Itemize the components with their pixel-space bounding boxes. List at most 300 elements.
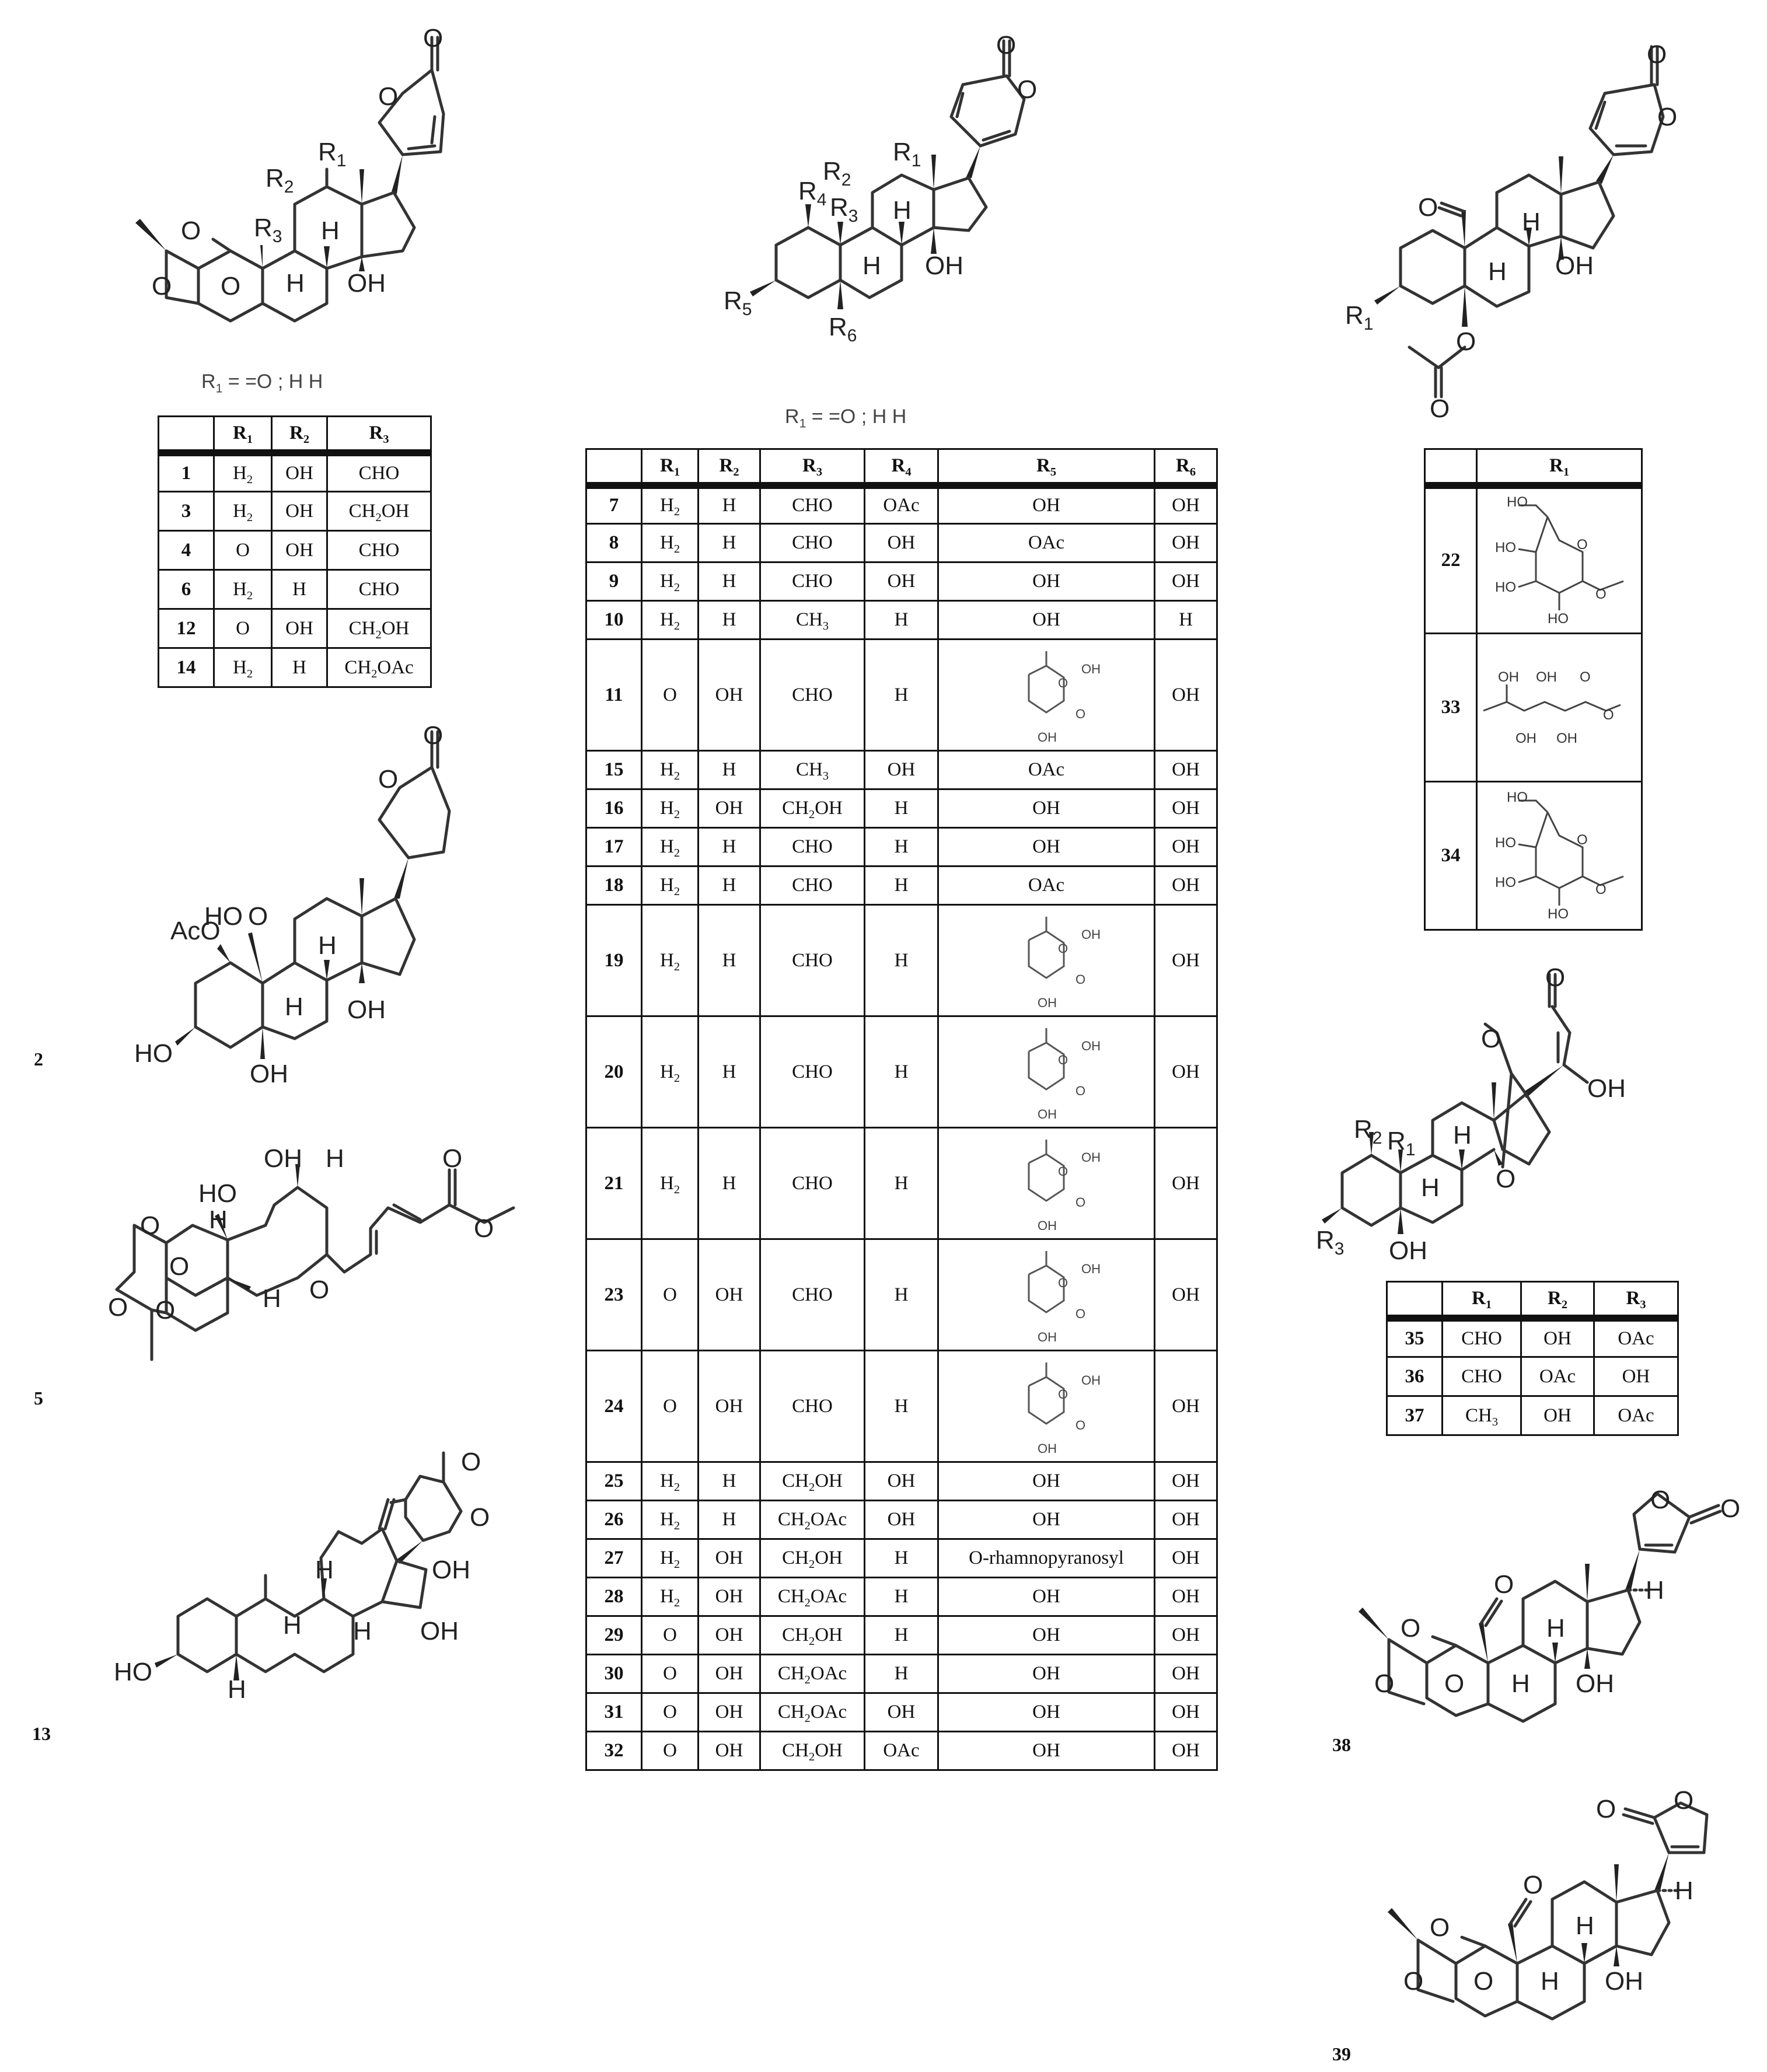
r3-cell: $CH_2OH$ [327,492,431,531]
r3-cell: $CH_2OH$ [760,1462,865,1501]
table-row [1425,782,1642,930]
atom-label: O [1481,1025,1501,1053]
r2-cell: H [699,562,760,601]
atom-label: O [1523,1871,1543,1899]
r3-label: $R_3$ [830,193,858,226]
r6-cell: OH [1155,524,1217,562]
r6-cell: OH [1155,1016,1217,1128]
col-header-r1: $R_1$ [1477,449,1642,485]
atom-label: H [263,1284,281,1313]
r3-cell: $CH_2OAc$ [760,1693,865,1732]
svg-text:O: O [1577,536,1588,553]
compound-id: 3 [159,492,214,531]
r2-cell: OH [699,1616,760,1655]
r5-structure-cell [938,640,1155,751]
atom-label: O [1674,1786,1694,1815]
r6-cell: OH [1155,1655,1217,1693]
col-header-r2: $R_2$ [1521,1282,1594,1318]
table-row [586,640,1217,751]
table-row [586,1732,1217,1770]
r3-cell: OAc [1594,1318,1678,1357]
r6-cell: OH [1155,1732,1217,1770]
table-row [586,524,1217,562]
svg-text:HO: HO [1495,539,1516,555]
r3-cell: $CH_3$ [760,601,865,640]
compound-id: 29 [586,1616,642,1655]
r5-cell: OH [938,789,1155,828]
svg-text:OH: OH [1556,730,1577,746]
r4-label: $R_4$ [798,177,827,209]
r1-cell: $H_2$ [642,1539,699,1578]
r2-cell: H [272,570,327,609]
r1-cell: $H_2$ [642,485,699,524]
r1-cell: $H_2$ [214,570,272,609]
r4-cell: H [865,789,938,828]
svg-text:O: O [1058,676,1068,690]
col-header-r1: $R_1$ [214,417,272,453]
svg-text:HO: HO [1507,494,1528,510]
r4-cell: OAc [865,485,938,524]
svg-text:HO: HO [1495,834,1516,851]
svg-text:HO: HO [1507,789,1528,805]
atom-label: OH [250,1060,288,1088]
svg-text:HO: HO [1548,906,1569,922]
r4-cell: H [865,1616,938,1655]
r2-cell: H [699,601,760,640]
r5-cell: OH [938,1578,1155,1616]
r6-cell: OH [1155,1616,1217,1655]
r1-cell: $H_2$ [642,1578,699,1616]
table-row [586,905,1217,1016]
r2-cell: H [699,1462,760,1501]
table-row [586,789,1217,828]
atom-label: H [1453,1121,1472,1149]
r5-cell: OH [938,828,1155,866]
compound-id: 21 [586,1128,642,1239]
table-row [586,1239,1217,1351]
r5-structure-cell [938,1351,1155,1462]
svg-text:OH: OH [1515,730,1536,746]
table-row [159,570,431,609]
r5-cell: OH [938,1693,1155,1732]
r1-cell: $H_2$ [642,562,699,601]
r6-cell: OH [1155,1578,1217,1616]
atom-label: H [893,196,912,225]
atom-label: H [321,216,340,245]
compound-id: 9 [586,562,642,601]
atom-label: O [152,272,172,301]
r1-cell: O [642,1616,699,1655]
atom-label: OH [1576,1669,1614,1698]
compound-id: 31 [586,1693,642,1732]
r6-cell: OH [1155,562,1217,601]
svg-text:O: O [1580,669,1591,685]
r1-structure-hexosyl [1477,782,1642,930]
scaffold-3-structure [1331,29,1739,426]
col-header [1387,1282,1443,1318]
r6-cell: OH [1155,1128,1217,1239]
r5-cell: O-rhamnopyranosyl [938,1539,1155,1578]
r2-cell: OH [699,1351,760,1462]
substituent-table-2 [585,448,1218,1771]
r1-cell: $H_2$ [642,828,699,866]
r1-cell: $H_2$ [642,1501,699,1539]
table-row [586,1128,1217,1239]
atom-label: OH [1587,1074,1626,1103]
r1-cell: O [642,1693,699,1732]
scaffold-1-structure [117,24,525,333]
table-row [586,1462,1217,1501]
r2-cell: OH [272,531,327,570]
r1-label: $R_1$ [893,138,921,170]
svg-text:O: O [1075,1418,1086,1432]
svg-text:O: O [1577,831,1588,848]
r5-cell: OH [938,562,1155,601]
atom-label: O [1430,1913,1450,1942]
r4-cell: H [865,1578,938,1616]
r3-label: $R_3$ [1316,1226,1345,1259]
r3-cell: $CH_2OH$ [760,1732,865,1770]
r2-label: $R_2$ [823,157,851,190]
r3-cell: $CH_3$ [760,751,865,789]
compound-2-structure [117,721,525,1088]
r2-cell: OH [699,1655,760,1693]
compound-id: 22 [1425,485,1477,634]
r5-structure-cell [938,1128,1155,1239]
compound-id: 12 [159,609,214,648]
atom-label: OH [432,1556,470,1584]
r4-cell: H [865,1655,938,1693]
svg-text:OH: OH [1081,927,1101,942]
atom-label: O [1647,40,1667,69]
atom-label: H [326,1144,344,1173]
r6-cell: OH [1155,828,1217,866]
svg-text:OH: OH [1038,1107,1057,1121]
r5-cell: OH [938,1732,1155,1770]
compound-label: 2 [34,1049,43,1070]
r4-cell: H [865,828,938,866]
r2-cell: H [699,866,760,905]
r1-cell: $H_2$ [642,1462,699,1501]
r1-cell: O [642,1351,699,1462]
atom-label: H [1675,1877,1693,1905]
r1-label: $R_1$ [318,138,347,170]
atom-label: O [221,272,241,301]
table-row [586,1655,1217,1693]
r3-cell: CHO [760,866,865,905]
col-header-r6: $R_6$ [1155,449,1217,485]
r3-cell: CHO [760,640,865,751]
r4-cell: H [865,1128,938,1239]
r2-cell: H [699,905,760,1016]
r5-structure-cell [938,1016,1155,1128]
r1-cell: $H_2$ [642,1128,699,1239]
compound-id: 28 [586,1578,642,1616]
r5-cell: OH [938,601,1155,640]
col-header-r3: $R_3$ [760,449,865,485]
atom-label: O [181,216,201,245]
r6-cell: OH [1155,1501,1217,1539]
table-row [1387,1318,1678,1357]
atom-label: O [1374,1669,1395,1698]
svg-text:OH: OH [1038,995,1057,1010]
atom-label: H [1546,1614,1565,1643]
compound-id: 10 [586,601,642,640]
atom-label: OH [1605,1967,1643,1996]
atom-label: H [353,1617,372,1645]
col-header-r1: $R_1$ [1443,1282,1521,1318]
atom-label: H [1646,1576,1664,1605]
table-row [159,492,431,531]
compound-id: 8 [586,524,642,562]
atom-label: HO [114,1658,152,1686]
atom-label: O [1403,1967,1424,1996]
svg-text:O: O [1058,1276,1068,1290]
table-row [1387,1396,1678,1435]
r3-cell: OH [1594,1357,1678,1396]
compound-id: 35 [1387,1318,1443,1357]
compound-id: 15 [586,751,642,789]
r3-cell: $CH_2OAc$ [760,1578,865,1616]
atom-label: O [108,1293,128,1322]
r5-cell: OH [938,485,1155,524]
r5-structure-cell [938,905,1155,1016]
compound-id: 16 [586,789,642,828]
table-row [586,562,1217,601]
atom-label: H [1488,257,1507,286]
r3-cell: CHO [327,570,431,609]
svg-text:O: O [1058,1164,1068,1179]
r3-cell: $CH_2OAc$ [760,1501,865,1539]
svg-text:O: O [1595,586,1607,602]
compound-label: 39 [1332,2043,1351,2064]
r3-cell: CHO [760,1016,865,1128]
compound-label: 5 [34,1388,43,1409]
table-row [586,1016,1217,1128]
r3-cell: CHO [327,531,431,570]
r2-cell: OH [699,1732,760,1770]
atom-label: OH [1555,251,1594,280]
table-row [159,531,431,570]
r3-cell: CHO [760,905,865,1016]
svg-text:OH: OH [1081,662,1101,676]
r3-cell: $CH_2OH$ [760,1616,865,1655]
r2-cell: OH [1521,1396,1594,1435]
atom-label: O [169,1252,190,1281]
r5-cell: OH [938,1462,1155,1501]
r3-cell: CHO [760,1351,865,1462]
r4-cell: OH [865,562,938,601]
svg-text:O: O [1058,1387,1068,1402]
svg-text:O: O [1075,707,1086,721]
svg-text:OH: OH [1038,1330,1057,1344]
atom-label: OH [347,995,386,1024]
r2-label: $R_2$ [266,164,294,197]
svg-text:OH: OH [1038,1218,1057,1233]
r1-cell: O [642,1732,699,1770]
atom-label: H [315,1556,334,1584]
atom-label: O [309,1276,330,1304]
atom-label: OH [264,1144,302,1173]
atom-label: OH [347,269,386,298]
svg-text:O: O [1058,941,1068,956]
r2-cell: H [699,1501,760,1539]
svg-text:O: O [1603,707,1614,723]
r5-cell: OAc [938,751,1155,789]
atom-label: H [318,931,337,960]
table-row [1387,1357,1678,1396]
r6-cell: OH [1155,789,1217,828]
scaffold-2-structure [700,29,1138,356]
atom-label: HO [198,1179,237,1208]
r2-cell: OH [1521,1318,1594,1357]
substituent-table-3 [1424,448,1643,931]
compound-id: 6 [159,570,214,609]
svg-text:OH: OH [1498,669,1519,685]
r2-cell: OH [272,453,327,492]
table-row [586,751,1217,789]
r1-cell: $H_2$ [642,1016,699,1128]
svg-text:OH: OH [1081,1150,1101,1165]
table-row [1425,634,1642,782]
compound-39-structure [1331,1786,1762,2036]
r2-cell: H [699,751,760,789]
r5-cell: OH [938,1655,1155,1693]
r2-cell: H [699,524,760,562]
r5-label: $R_5$ [724,286,752,319]
r2-cell: OH [699,1239,760,1351]
atom-label: O [1430,394,1450,423]
r3-cell: $CH_2OH$ [327,609,431,648]
r5-cell: OH [938,1616,1155,1655]
table-row [586,1616,1217,1655]
atom-label: O [248,902,268,931]
r6-cell: OH [1155,751,1217,789]
atom-label: H [283,1611,302,1640]
atom-label: H [285,993,303,1021]
svg-text:O: O [1075,1084,1086,1098]
atom-label: H [1421,1173,1440,1202]
table-row [586,1578,1217,1616]
r2-cell: OAc [1521,1357,1594,1396]
r5-cell: OAc [938,524,1155,562]
compound-id: 37 [1387,1396,1443,1435]
table-row [586,1693,1217,1732]
atom-label: HO [204,902,243,931]
r1-structure-acyl [1477,634,1642,782]
r1-cell: $H_2$ [642,751,699,789]
substituent-table-1 [158,415,432,688]
svg-text:OH: OH [1536,669,1557,685]
r3-cell: CHO [327,453,431,492]
atom-label: O [423,721,444,750]
r6-label: $R_6$ [829,313,857,345]
compound-id: 36 [1387,1357,1443,1396]
r3-label: $R_3$ [254,214,282,246]
compound-13-structure [88,1447,496,1704]
r1-cell: $H_2$ [642,524,699,562]
atom-label: H [286,269,305,298]
r4-cell: H [865,1016,938,1128]
r2-cell: OH [272,492,327,531]
r6-cell: OH [1155,640,1217,751]
table-row [1425,485,1642,634]
atom-label: O [1596,1795,1616,1823]
table-row [586,601,1217,640]
svg-text:OH: OH [1081,1039,1101,1053]
atom-label: H [1522,208,1541,236]
compound-id: 24 [586,1351,642,1462]
r2-label: $R_2$ [1354,1115,1382,1148]
r2-cell: OH [272,609,327,648]
atom-label: O [461,1448,481,1476]
atom-label: O [1444,1669,1465,1698]
col-header-r2: $R_2$ [272,417,327,453]
atom-label: H [1541,1967,1559,1996]
r4-cell: H [865,866,938,905]
atom-label: H [1576,1912,1594,1940]
compound-id: 27 [586,1539,642,1578]
compound-id: 11 [586,640,642,751]
r1-cell: $H_2$ [214,492,272,531]
svg-text:O: O [1595,881,1607,897]
compound-id: 34 [1425,782,1477,930]
atom-label: O [470,1503,490,1532]
r1-label: $R_1$ [1345,301,1374,334]
svg-text:HO: HO [1495,874,1516,890]
r3-cell: CHO [760,524,865,562]
atom-label: O [1456,327,1476,356]
svg-text:OH: OH [1038,1441,1057,1456]
r4-cell: H [865,1239,938,1351]
r3-cell: $CH_2OAc$ [327,648,431,687]
col-header [159,417,214,453]
r2-cell: OH [699,789,760,828]
compound-id: 18 [586,866,642,905]
r6-cell: OH [1155,866,1217,905]
compound-id: 25 [586,1462,642,1501]
r2-cell: H [699,1016,760,1128]
r4-cell: OH [865,524,938,562]
r2-cell: H [699,485,760,524]
scaffold-4-structure [1316,963,1739,1266]
col-header-r2: $R_2$ [699,449,760,485]
atom-label: AcO [170,917,221,945]
table-row [586,1539,1217,1578]
compound-5-structure [53,1109,519,1400]
atom-label: O [1496,1165,1516,1193]
r5-cell: OH [938,1501,1155,1539]
r4-cell: OH [865,1501,938,1539]
r4-cell: OH [865,1462,938,1501]
compound-38-structure [1331,1476,1762,1733]
compound-id: 30 [586,1655,642,1693]
r6-cell: OH [1155,905,1217,1016]
r1-cell: O [642,640,699,751]
compound-id: 7 [586,485,642,524]
r2-cell: OH [699,1693,760,1732]
r6-cell: OH [1155,485,1217,524]
atom-label: O [140,1211,160,1240]
svg-text:HO: HO [1548,610,1569,627]
r2-cell: OH [699,1539,760,1578]
r1-legend-2: $R_1 = =O$ ; H H [785,406,907,431]
r1-cell: O [214,609,272,648]
compound-id: 1 [159,453,214,492]
compound-id: 32 [586,1732,642,1770]
r3-cell: CHO [760,1239,865,1351]
svg-text:O: O [1075,1195,1086,1210]
